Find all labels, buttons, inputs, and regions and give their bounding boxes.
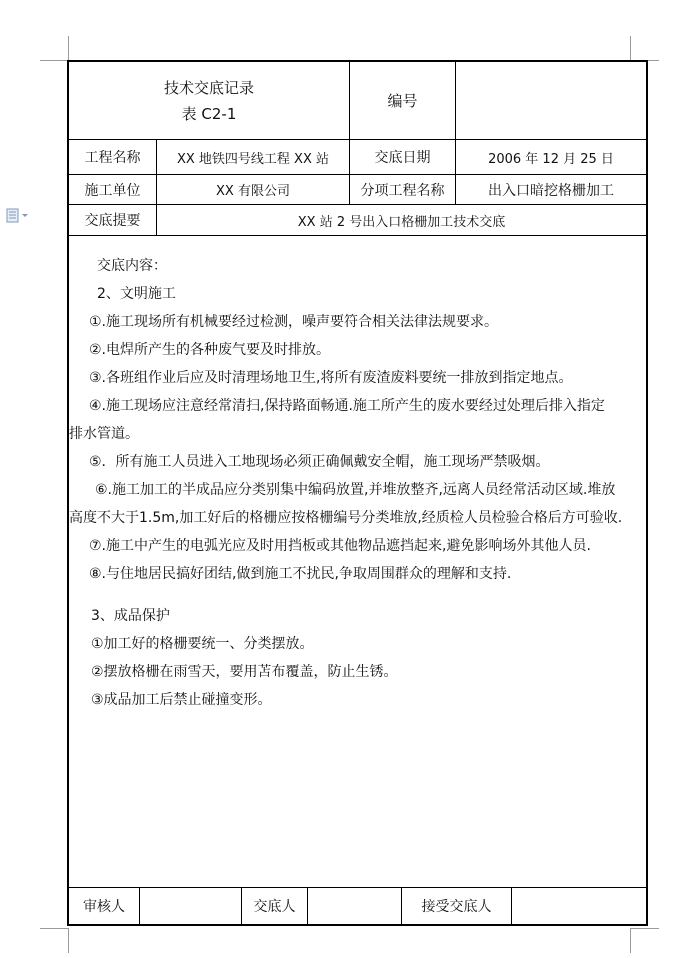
reviewer-signature[interactable]	[140, 888, 241, 924]
list-item: ①加工好的格栅要统一、分类摆放。	[91, 636, 314, 652]
list-item: ⑥.施工加工的半成品应分类别集中编码放置,并堆放整齐,远离人员经常活动区域.堆放	[95, 482, 616, 498]
number-value[interactable]	[456, 62, 646, 139]
number-label: 编号	[387, 92, 418, 110]
list-item: ⑧.与住地居民搞好团结,做到施工不扰民,争取周围群众的理解和支持.	[89, 566, 512, 582]
list-item: ③成品加工后禁止碰撞变形。	[91, 692, 272, 708]
content-intro: 交底内容：	[97, 258, 167, 274]
row-divider	[67, 235, 648, 236]
briefing-content	[69, 252, 646, 714]
crop-mark-top-left	[40, 36, 69, 61]
sub-project-value[interactable]: 出入口暗挖格栅加工	[488, 182, 614, 199]
list-item-continuation: 高度不大于1.5m,加工好后的格栅应按格栅编号分类堆放,经质检人员检验合格后方可验收.	[69, 510, 623, 526]
reviewer-label: 审核人	[83, 899, 125, 915]
crop-mark-top-right	[630, 36, 659, 61]
receiver-label: 接受交底人	[421, 899, 492, 915]
crop-mark-bottom-left	[40, 928, 69, 953]
summary-label: 交底提要	[84, 213, 141, 229]
construction-unit-label: 施工单位	[84, 182, 141, 199]
project-name-value[interactable]: XX 地铁四号线工程 XX 站	[176, 151, 330, 167]
title-block	[69, 62, 349, 139]
list-item: ⑦.施工中产生的电弧光应及时用挡板或其他物品遮挡起来,避免影响场外其他人员.	[89, 538, 591, 554]
section-gap	[69, 588, 646, 602]
section-title: 3、成品保护	[91, 608, 170, 624]
list-item: ①.施工现场所有机械要经过检测，噪声要符合相关法律法规要求。	[89, 314, 498, 330]
construction-unit-value[interactable]: XX 有限公司	[216, 184, 290, 199]
presenter-label: 交底人	[253, 899, 296, 915]
document-title: 技术交底记录	[163, 78, 254, 97]
list-item: ④.施工现场应注意经常清扫,保持路面畅通.施工所产生的废水要经过处理后排入指定	[89, 398, 605, 414]
section-title: 2、文明施工	[97, 286, 176, 302]
paragraph-options-icon[interactable]	[6, 208, 32, 224]
form-code: 表 C2-1	[181, 104, 237, 123]
list-item-continuation: 排水管道。	[69, 426, 139, 442]
receiver-signature[interactable]	[512, 888, 646, 924]
list-item: ②摆放格栅在雨雪天，要用苫布覆盖，防止生锈。	[91, 664, 398, 680]
list-item: ⑤．所有施工人员进入工地现场必须正确佩戴安全帽，施工现场严禁吸烟。	[89, 454, 550, 470]
date-value[interactable]: 2006 年 12 月 25 日	[488, 151, 614, 167]
summary-value[interactable]: XX 站 2 号出入口格栅加工技术交底	[297, 214, 506, 230]
list-item: ③.各班组作业后应及时清理场地卫生,将所有废渣废料要统一排放到指定地点。	[89, 370, 573, 386]
crop-mark-bottom-right	[630, 928, 659, 953]
list-item: ②.电焊所产生的各种废气要及时排放。	[89, 342, 330, 358]
project-name-label: 工程名称	[84, 150, 141, 166]
presenter-signature[interactable]	[308, 888, 401, 924]
date-label: 交底日期	[374, 150, 431, 166]
sub-project-label: 分项工程名称	[360, 182, 445, 199]
